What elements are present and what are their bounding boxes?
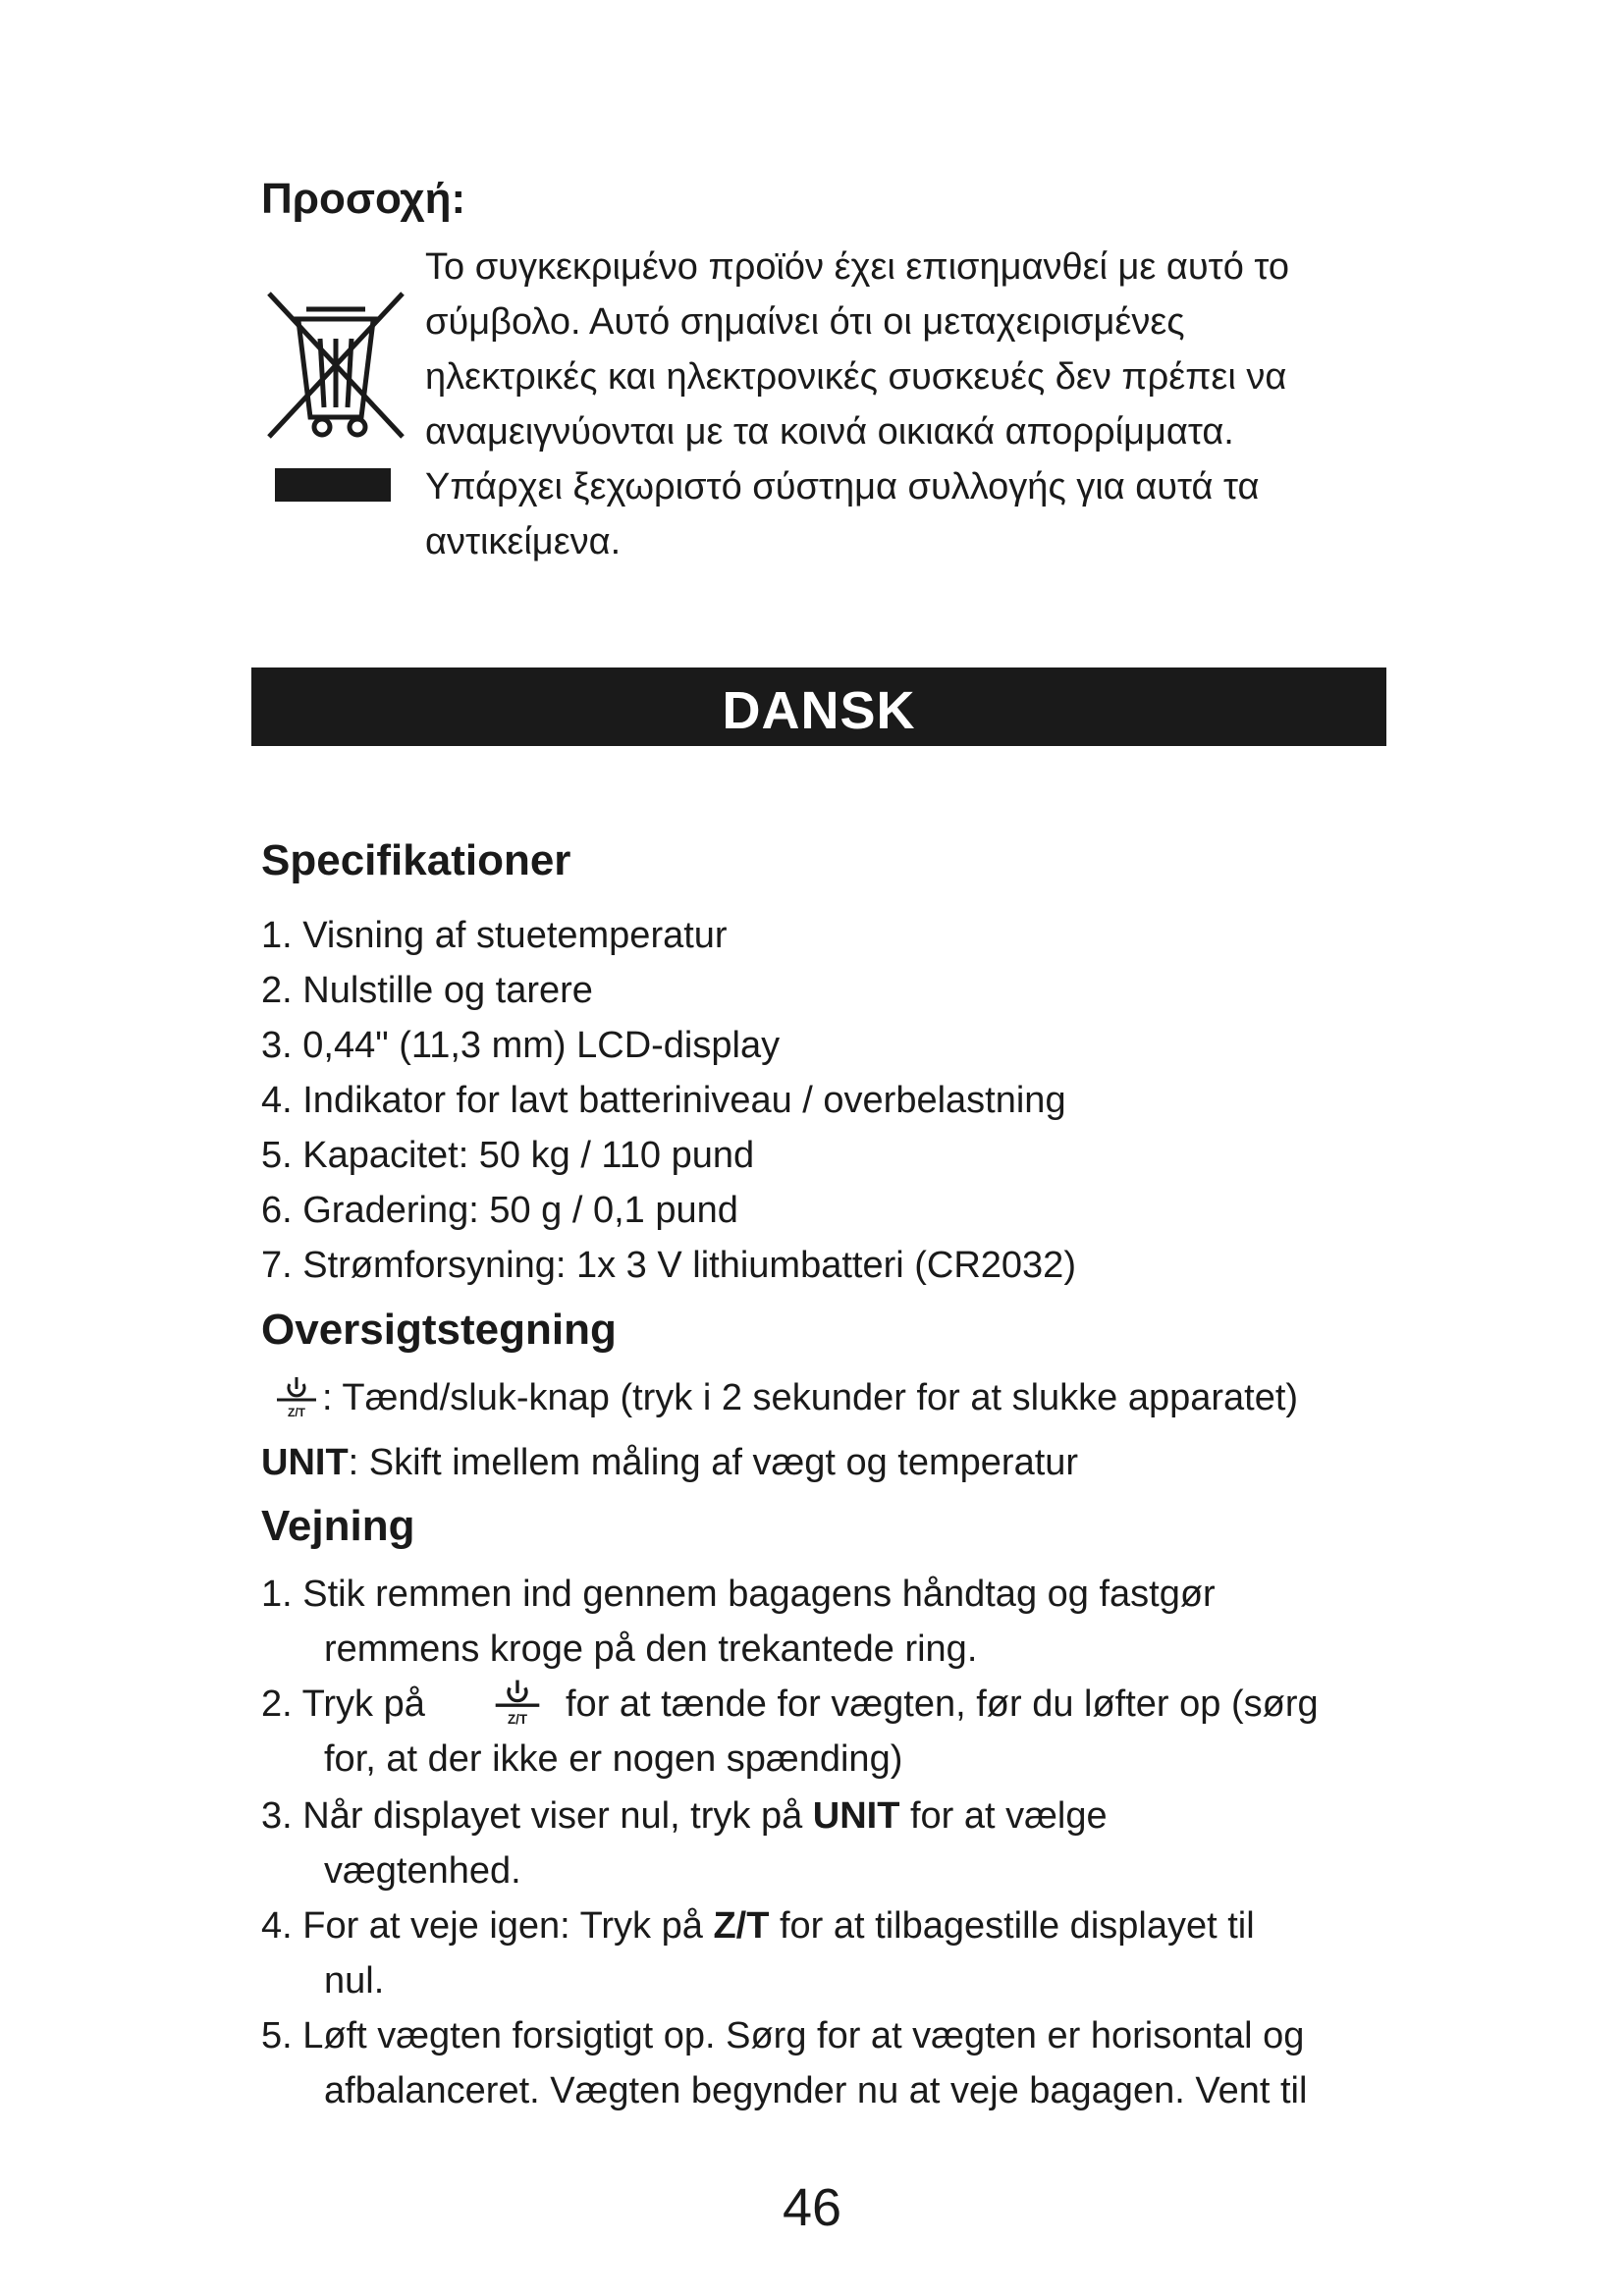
unit-label: UNIT <box>261 1442 349 1483</box>
banner-title: DANSK <box>722 681 916 740</box>
list-item: 2. Tryk på <box>261 1683 425 1725</box>
zt-caption: Z/T <box>507 1712 528 1728</box>
list-item-continuation: remmens kroge på den trekantede ring. <box>324 1629 978 1670</box>
list-item-text: for at tænde for vægten, før du løfter op (sørg <box>566 1683 1319 1725</box>
power-button-text: : Tænd/sluk-knap (tryk i 2 sekunder for at slukke apparatet) <box>322 1377 1299 1418</box>
greek-paragraph <box>425 240 1407 569</box>
unit-button-line <box>261 1435 1078 1490</box>
greek-line: σύμβολο. Αυτό σημαίνει ότι οι μεταχειρισμένες <box>425 301 1185 343</box>
zt-caption: Z/T <box>288 1406 305 1419</box>
list-item: 5. Løft vægten forsigtigt op. Sørg for at vægten er horisontal og <box>261 2015 1305 2056</box>
list-item: 3. 0,44" (11,3 mm) LCD-display <box>261 1025 781 1066</box>
overview-heading: Oversigtstegning <box>261 1306 617 1354</box>
greek-line: ηλεκτρικές και ηλεκτρονικές συσκευές δεν πρέπει να <box>425 356 1287 398</box>
list-item: 1. Visning af stuetemperatur <box>261 915 728 956</box>
spec-list <box>261 908 1076 1293</box>
greek-heading: Προσοχή: <box>261 175 466 223</box>
list-item: 2. Nulstille og tarere <box>261 970 593 1011</box>
greek-line: Υπάρχει ξεχωριστό σύστημα συλλογής για αυτά τα <box>425 466 1260 507</box>
greek-line: Το συγκεκριμένο προϊόν έχει επισημανθεί με αυτό το <box>425 246 1289 288</box>
greek-line: αντικείμενα. <box>425 521 622 562</box>
greek-line: αναμειγνύονται με τα κοινά οικιακά απορρίμματα. <box>425 411 1234 453</box>
list-item: 5. Kapacitet: 50 kg / 110 pund <box>261 1135 755 1176</box>
language-banner <box>251 667 1386 746</box>
list-item-continuation: for, at der ikke er nogen spænding) <box>324 1738 903 1780</box>
list-item: 7. Strømforsyning: 1x 3 V lithiumbatteri (CR2032) <box>261 1245 1076 1286</box>
weee-crossed-bin-icon <box>263 280 408 506</box>
power-zt-icon <box>271 1372 322 1423</box>
page-number: 46 <box>782 2178 842 2237</box>
power-zt-icon <box>487 1675 548 1732</box>
list-item: 3. Når displayet viser nul, tryk på UNIT for at vælge <box>261 1795 1108 1837</box>
list-item: 4. Indikator for lavt batteriniveau / overbelastning <box>261 1080 1066 1121</box>
weighing-heading: Vejning <box>261 1502 415 1550</box>
list-item-continuation: afbalanceret. Vægten begynder nu at veje bagagen. Vent til <box>324 2070 1308 2111</box>
list-item: 6. Gradering: 50 g / 0,1 pund <box>261 1190 738 1231</box>
unit-text: : Skift imellem måling af vægt og temperatur <box>348 1442 1079 1483</box>
list-item-continuation: nul. <box>324 1960 385 2002</box>
spec-heading: Specifikationer <box>261 836 571 884</box>
list-item-continuation: vægtenhed. <box>324 1850 521 1892</box>
list-item: 1. Stik remmen ind gennem bagagens håndtag og fastgør <box>261 1574 1216 1615</box>
power-button-line <box>271 1370 1298 1425</box>
list-item: 4. For at veje igen: Tryk på Z/T for at tilbagestille displayet til <box>261 1905 1255 1947</box>
